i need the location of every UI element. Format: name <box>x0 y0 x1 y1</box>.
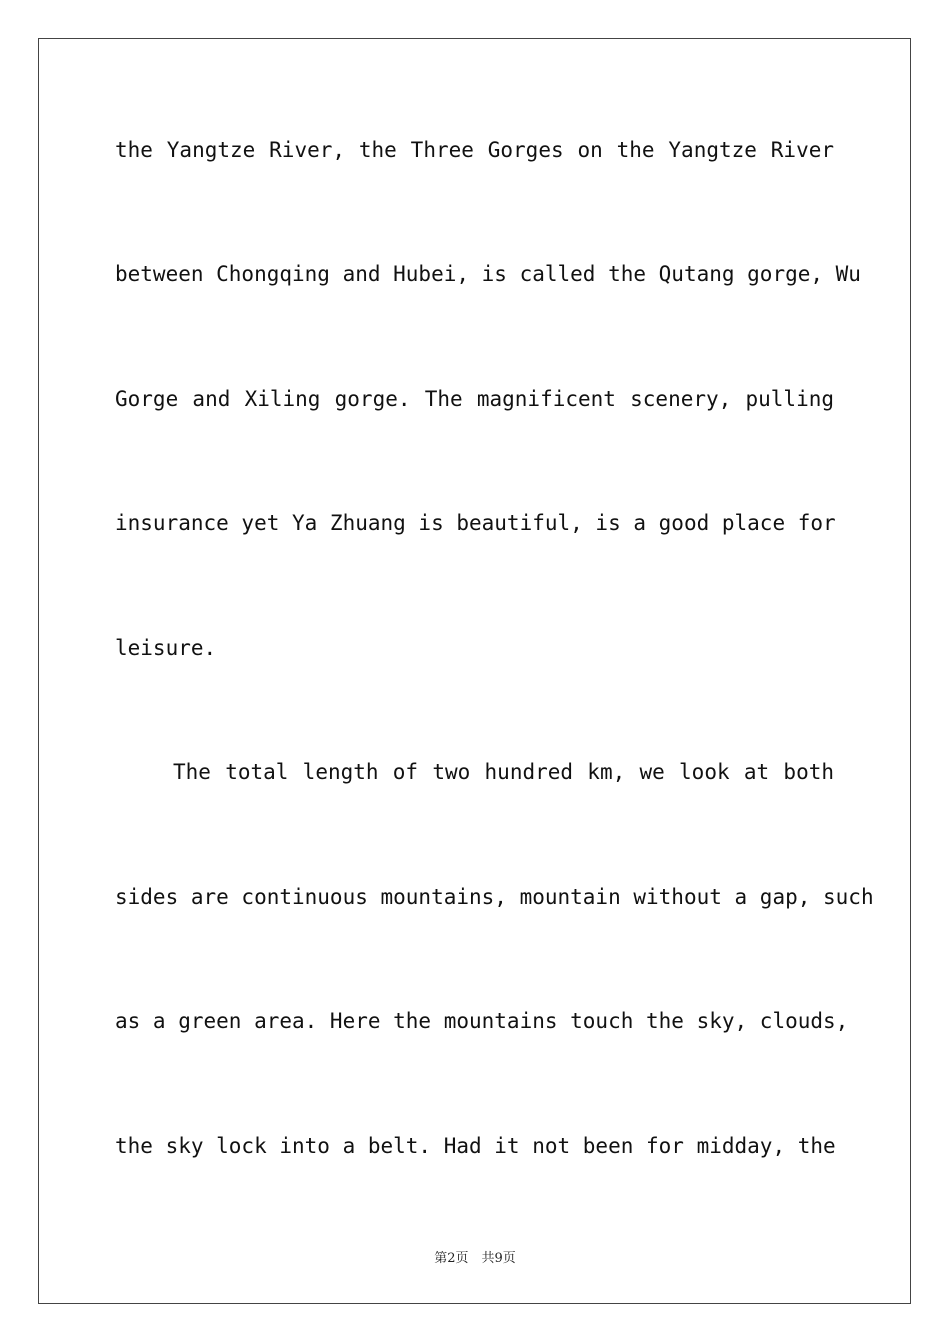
body-text-line: insurance yet Ya Zhuang is beautiful, is a good place for <box>115 511 836 535</box>
body-text-line: sides are continuous mountains, mountain without a gap, such <box>115 885 874 909</box>
paragraph-start-line: The total length of two hundred km, we look at both <box>173 760 834 784</box>
page-number-footer: 第2页 共9页 <box>434 1251 516 1266</box>
body-text-line: Gorge and Xiling gorge. The magnificent scenery, pulling <box>115 387 834 411</box>
page-border <box>38 38 911 1304</box>
body-text-line: the Yangtze River, the Three Gorges on the Yangtze River <box>115 138 834 162</box>
body-text-line: leisure. <box>115 636 217 660</box>
body-text-line: the sky lock into a belt. Had it not been for midday, the <box>115 1134 836 1158</box>
body-text-line: as a green area. Here the mountains touch the sky, clouds, <box>115 1009 849 1033</box>
body-text-line: between Chongqing and Hubei, is called the Qutang gorge, Wu <box>115 262 861 286</box>
